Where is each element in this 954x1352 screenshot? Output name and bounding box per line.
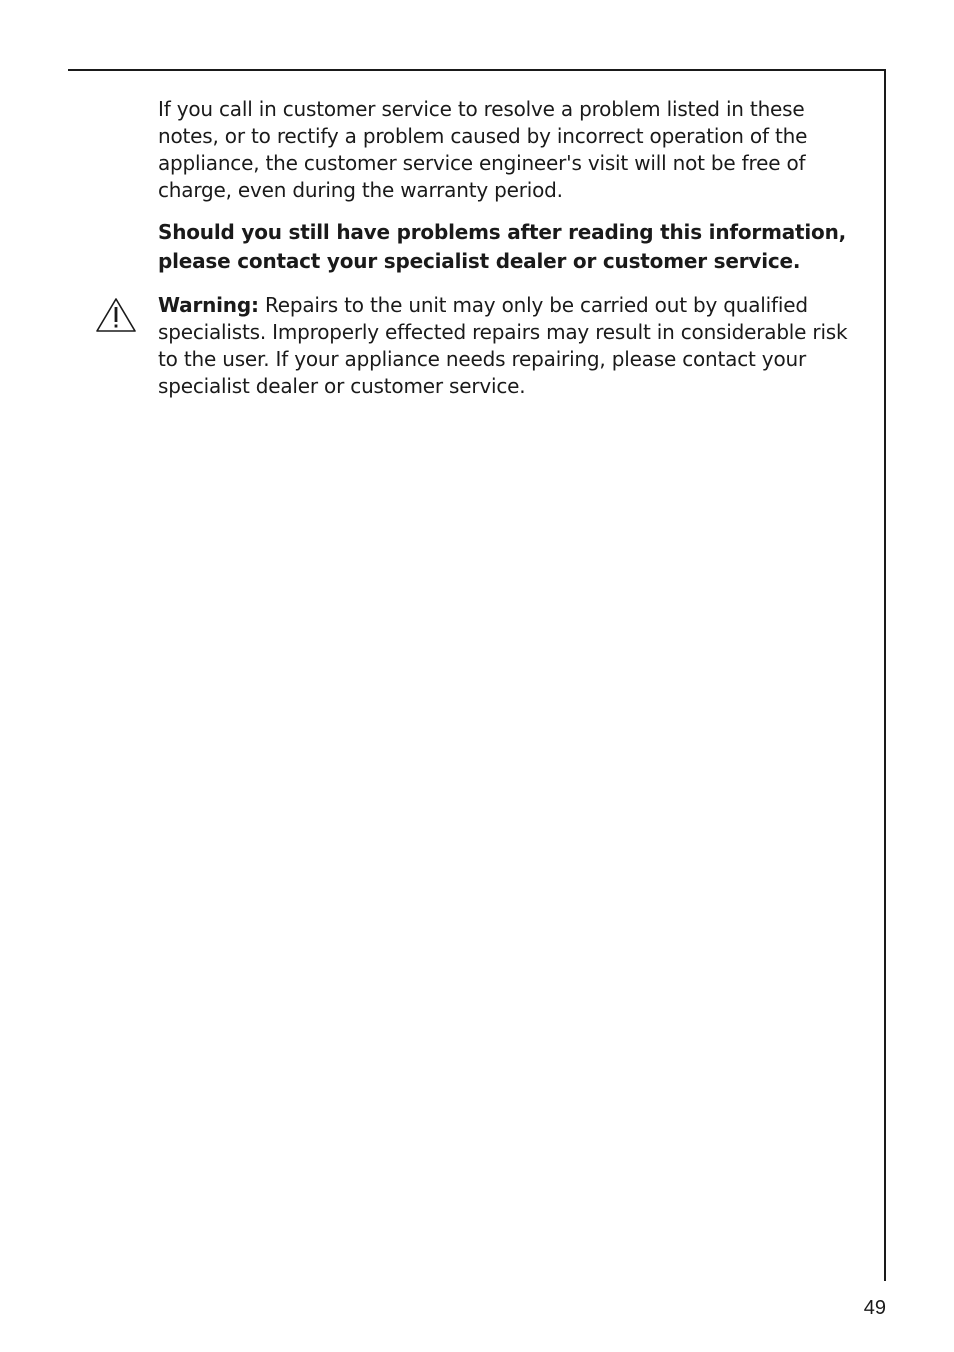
warning-paragraph: [158, 292, 862, 400]
intro-paragraph: If you call in customer service to resolve a problem listed in these notes, or to rectify a problem caused by incorrect operation of the appliance, the customer service engineer's visit will not be free of charge, even during the warranty period.: [158, 97, 808, 202]
warning-text: Repairs to the unit may only be carried out by qualified specialists. Improperly effected repairs may result in considerable risk to the user. If your appliance needs repairing, please contact your specialist dealer or customer service.: [158, 293, 848, 398]
warning-label: Warning:: [158, 293, 259, 317]
header-rule: [68, 69, 886, 71]
page-content: [158, 96, 862, 400]
contact-notice: Should you still have problems after reading this information, please contact your specialist dealer or customer service.: [158, 220, 847, 273]
margin-rule: [884, 69, 886, 1281]
warning-triangle-icon: [94, 296, 138, 334]
page-number: 49: [863, 1297, 886, 1319]
